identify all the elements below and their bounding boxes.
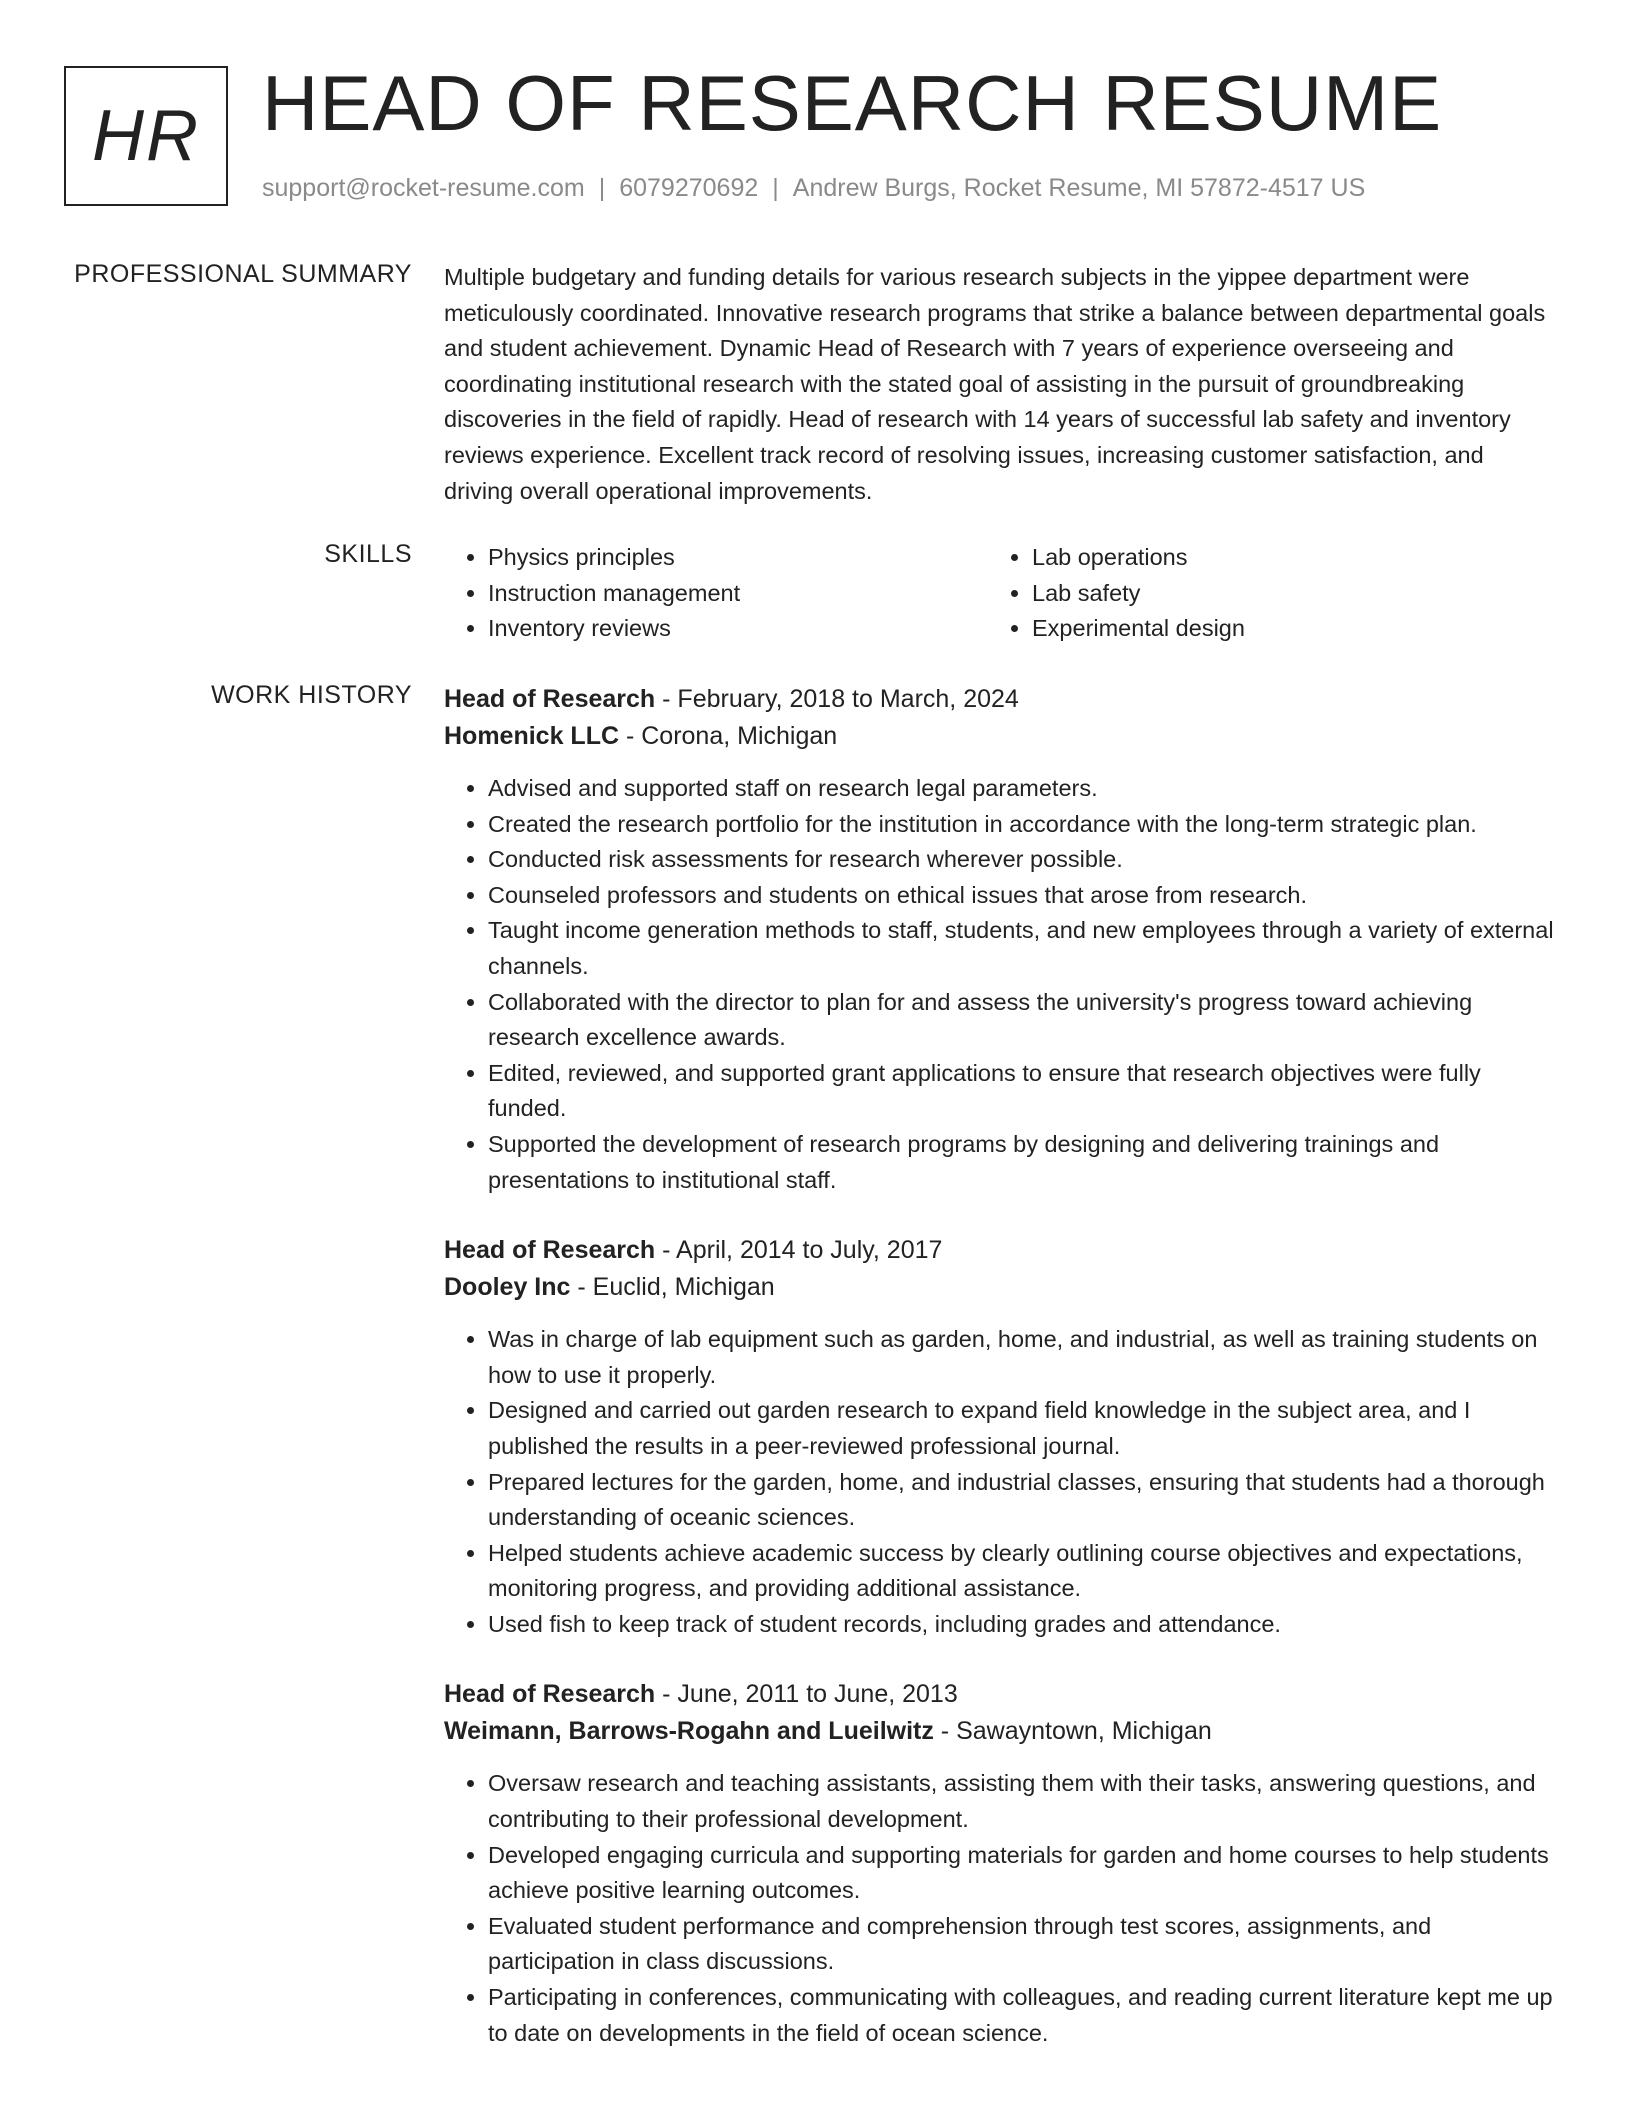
monogram-logo [64,66,228,206]
job-entry [444,1676,1554,2051]
monogram-text: HR [92,96,200,176]
job-title-line [444,681,1554,718]
work-history-heading: WORK HISTORY [211,681,412,709]
skills-heading: SKILLS [324,540,412,568]
job-bullet: • Created the research portfolio for the institution in accordance with the long-term strategic plan. [488,807,1554,843]
job-company: Homenick LLC [444,722,620,750]
job-bullet: • Advised and supported staff on research legal parameters. [488,771,1554,807]
job-bullet: • Edited, reviewed, and supported grant applications to ensure that research objectives were fully funded. [488,1056,1554,1127]
job-entry [444,681,1554,1198]
skill-item: • Lab safety [1032,576,1576,612]
contact-address: Andrew Burgs, Rocket Resume, MI 57872-4517 US [792,174,1366,202]
job-bullet: • Participating in conferences, communicating with colleagues, and reading current literature kept me up to date on developments in the field of ocean science. [488,1980,1554,2051]
contact-separator: | [598,174,606,202]
contact-line [262,174,1365,203]
skill-item: • Inventory reviews [488,611,1032,647]
job-company-line [444,1713,1554,1750]
job-title-line [444,1676,1554,1713]
job-dates: - April, 2014 to July, 2017 [655,1236,943,1265]
job-bullet: • Counseled professors and students on ethical issues that arose from research. [488,878,1554,914]
job-dates: - February, 2018 to March, 2024 [655,685,1019,713]
skills-body [444,540,1554,647]
summary-body [444,260,1554,509]
job-dates: - June, 2011 to June, 2013 [655,1680,958,1709]
resume-title: HEAD OF RESEARCH RESUME [262,59,1443,147]
job-company-line [444,1269,1554,1306]
job-company: Weimann, Barrows-Rogahn and Lueilwitz [444,1717,934,1746]
job-bullet: • Evaluated student performance and comprehension through test scores, assignments, and participation in class discussions. [488,1909,1554,1980]
job-entry [444,1232,1554,1642]
job-bullet: • Conducted risk assessments for research wherever possible. [488,842,1554,878]
skills-list [444,540,1554,647]
job-bullet: • Was in charge of lab equipment such as garden, home, and industrial, as well as training students on how to use it properly. [488,1322,1554,1393]
job-bullet: • Supported the development of research programs by designing and delivering trainings and presentations to institutional staff. [488,1127,1554,1198]
job-bullet: • Helped students achieve academic success by clearly outlining course objectives and expectations, monitoring progress, and providing additional assistance. [488,1536,1554,1607]
skill-item: • Instruction management [488,576,1032,612]
job-bullet: • Prepared lectures for the garden, home, and industrial classes, ensuring that students had a thorough understanding of oceanic sciences. [488,1465,1554,1536]
job-bullet: • Taught income generation methods to staff, students, and new employees through a variety of external channels. [488,913,1554,984]
skill-item: • Experimental design [1032,611,1576,647]
job-location: - Sawayntown, Michigan [933,1717,1212,1746]
job-bullet: • Collaborated with the director to plan for and assess the university's progress toward achieving research excellence awards. [488,985,1554,1056]
job-company-line [444,718,1554,755]
job-title: Head of Research [444,1680,656,1709]
job-bullet: • Designed and carried out garden research to expand field knowledge in the subject area, and I published the results in a peer-reviewed professional journal. [488,1393,1554,1464]
job-title: Head of Research [444,1236,656,1265]
contact-email: support@rocket-resume.com [262,174,585,202]
job-company: Dooley Inc [444,1273,571,1302]
skill-item: • Physics principles [488,540,1032,576]
job-title-line [444,1232,1554,1269]
job-bullets [444,1322,1554,1642]
work-history-body [444,681,1554,2085]
job-title: Head of Research [444,685,656,713]
job-bullet: • Developed engaging curricula and supporting materials for garden and home courses to help students achieve positive learning outcomes. [488,1838,1554,1909]
job-bullets [444,771,1554,1198]
job-location: - Corona, Michigan [619,722,838,750]
job-bullets [444,1766,1554,2051]
job-location: - Euclid, Michigan [570,1273,775,1302]
job-bullet: • Used fish to keep track of student records, including grades and attendance. [488,1607,1554,1643]
contact-phone: 6079270692 [619,174,759,202]
summary-heading: PROFESSIONAL SUMMARY [74,260,412,288]
summary-text: Multiple budgetary and funding details for various research subjects in the yippee department were meticulously coordinated. Innovative research programs that strike a balance between departmental goals and student achievement. Dynamic Head of Research with 7 years of experience overseeing and coordinating institutional research with the stated goal of assisting in the pursuit of groundbreaking discoveries in the field of rapidly. Head of research with 14 years of successful lab safety and inventory reviews experience. Excellent track record of resolving issues, increasing customer satisfaction, and driving overall operational improvements. [444,264,1546,504]
contact-separator: | [772,174,779,202]
skill-item: • Lab operations [1032,540,1576,576]
job-bullet: • Oversaw research and teaching assistants, assisting them with their tasks, answering questions, and contributing to their professional development. [488,1766,1554,1837]
